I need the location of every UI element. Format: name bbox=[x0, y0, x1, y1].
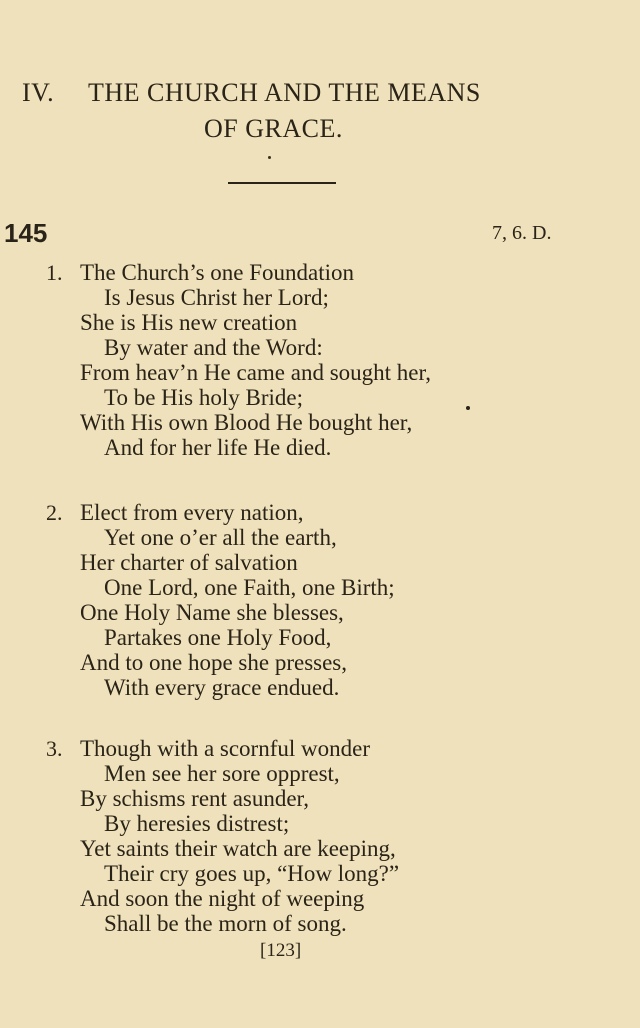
hymn-line: One Holy Name she blesses, bbox=[80, 600, 344, 625]
hymn-line: And soon the night of weeping bbox=[80, 886, 365, 911]
hymn-line: By water and the Word: bbox=[104, 335, 323, 360]
hymn-line: The Church’s one Foundation bbox=[80, 260, 355, 285]
stanza-number: 3. bbox=[46, 736, 63, 761]
stanza-number: 1. bbox=[46, 260, 63, 285]
hymn-line: Shall be the morn of song. bbox=[104, 911, 347, 936]
hymn-line: And to one hope she presses, bbox=[80, 650, 348, 675]
hymn-line: Though with a scornful wonder bbox=[80, 736, 370, 761]
hymn-line: Men see her sore opprest, bbox=[104, 761, 340, 786]
hymn-line: Their cry goes up, “How long?” bbox=[104, 861, 400, 886]
hymn-line: Yet one o’er all the earth, bbox=[104, 525, 337, 550]
hymn-line: By heresies distrest; bbox=[104, 811, 290, 836]
section-roman-numeral: IV. bbox=[22, 78, 55, 107]
hymn-line: She is His new creation bbox=[80, 310, 298, 335]
section-title-line-2: OF GRACE. bbox=[204, 114, 343, 143]
hymn-line: Yet saints their watch are keeping, bbox=[80, 836, 396, 861]
section-divider bbox=[228, 182, 336, 184]
section-title-line-1: THE CHURCH AND THE MEANS bbox=[88, 78, 481, 107]
hymn-line: With every grace endued. bbox=[104, 675, 340, 700]
hymn-line: With His own Blood He bought her, bbox=[80, 410, 413, 435]
hymn-number: 145 bbox=[4, 218, 48, 248]
hymn-line: From heav’n He came and sought her, bbox=[80, 360, 431, 385]
hymn-meter: 7, 6. D. bbox=[492, 222, 552, 244]
hymn-line: And for her life He died. bbox=[104, 435, 332, 460]
hymn-line: To be His holy Bride; bbox=[104, 385, 303, 410]
hymn-line: Elect from every nation, bbox=[80, 500, 304, 525]
hymn-line: Her charter of salvation bbox=[80, 550, 298, 575]
hymn-line: Partakes one Holy Food, bbox=[104, 625, 332, 650]
hymn-line: Is Jesus Christ her Lord; bbox=[104, 285, 329, 310]
stanza-number: 2. bbox=[46, 500, 63, 525]
ornament-dot bbox=[268, 156, 271, 159]
page-number: [123] bbox=[260, 940, 302, 961]
print-speck bbox=[466, 406, 470, 410]
hymn-line: By schisms rent asunder, bbox=[80, 786, 310, 811]
hymn-line: One Lord, one Faith, one Birth; bbox=[104, 575, 395, 600]
